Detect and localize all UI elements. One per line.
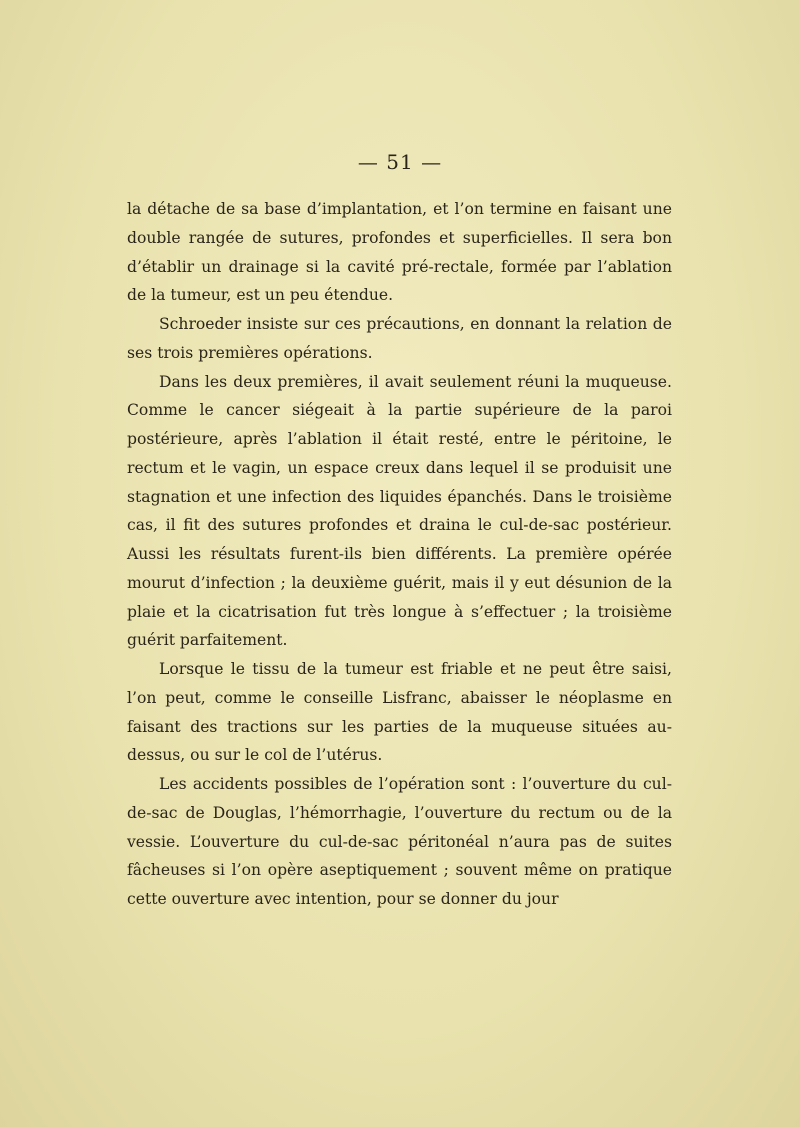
paragraph: Dans les deux premières, il avait seulement réuni la muqueuse. Comme le cancer siégeait à la partie supérieure de la paroi postérieure, après l’ablation il était resté, entre le péritoine, le rectum et le vagin, un espace creux dans lequel il se produisit une stagnation et une infection des liquides épanchés. Dans le troisième cas, il fit des sutures profondes et draina le cul-de-sac postérieur. Aussi les résultats furent-ils bien différents. La première opérée mourut d’infection ; la deuxième guérit, mais il y eut désunion de la plaie et la cicatrisation fut très longue à s’effectuer ; la troisième guérit parfaitement. [127, 372, 672, 650]
paragraph: Les accidents possibles de l’opération sont : l’ouverture du cul-de-sac de Douglas, l’hémorrhagie, l’ouverture du rectum ou de la vessie. L’ouverture du cul-de-sac péritonéal n’aura pas de suites fâcheuses si l’on opère aseptiquement ; souvent même on pratique cette ouverture avec intention, pour se donner du jour [127, 775, 672, 908]
body-text [127, 195, 672, 914]
paragraph: Schroeder insiste sur ces précautions, en donnant la relation de ses trois premières opérations. [127, 315, 672, 362]
paragraph: la détache de sa base d’implantation, et l’on termine en faisant une double rangée de sutures, profondes et superficielles. Il sera bon d’établir un drainage si la cavité pré-rectale, formée par l’ablation de la tumeur, est un peu étendue. [127, 200, 672, 305]
page-number: — 51 — [357, 150, 443, 174]
paragraph: Lorsque le tissu de la tumeur est friable et ne peut être saisi, l’on peut, comme le conseille Lisfranc, abaisser le néoplasme en faisant des tractions sur les parties de la muqueuse situées au-dessus, ou sur le col de l’utérus. [127, 660, 672, 765]
